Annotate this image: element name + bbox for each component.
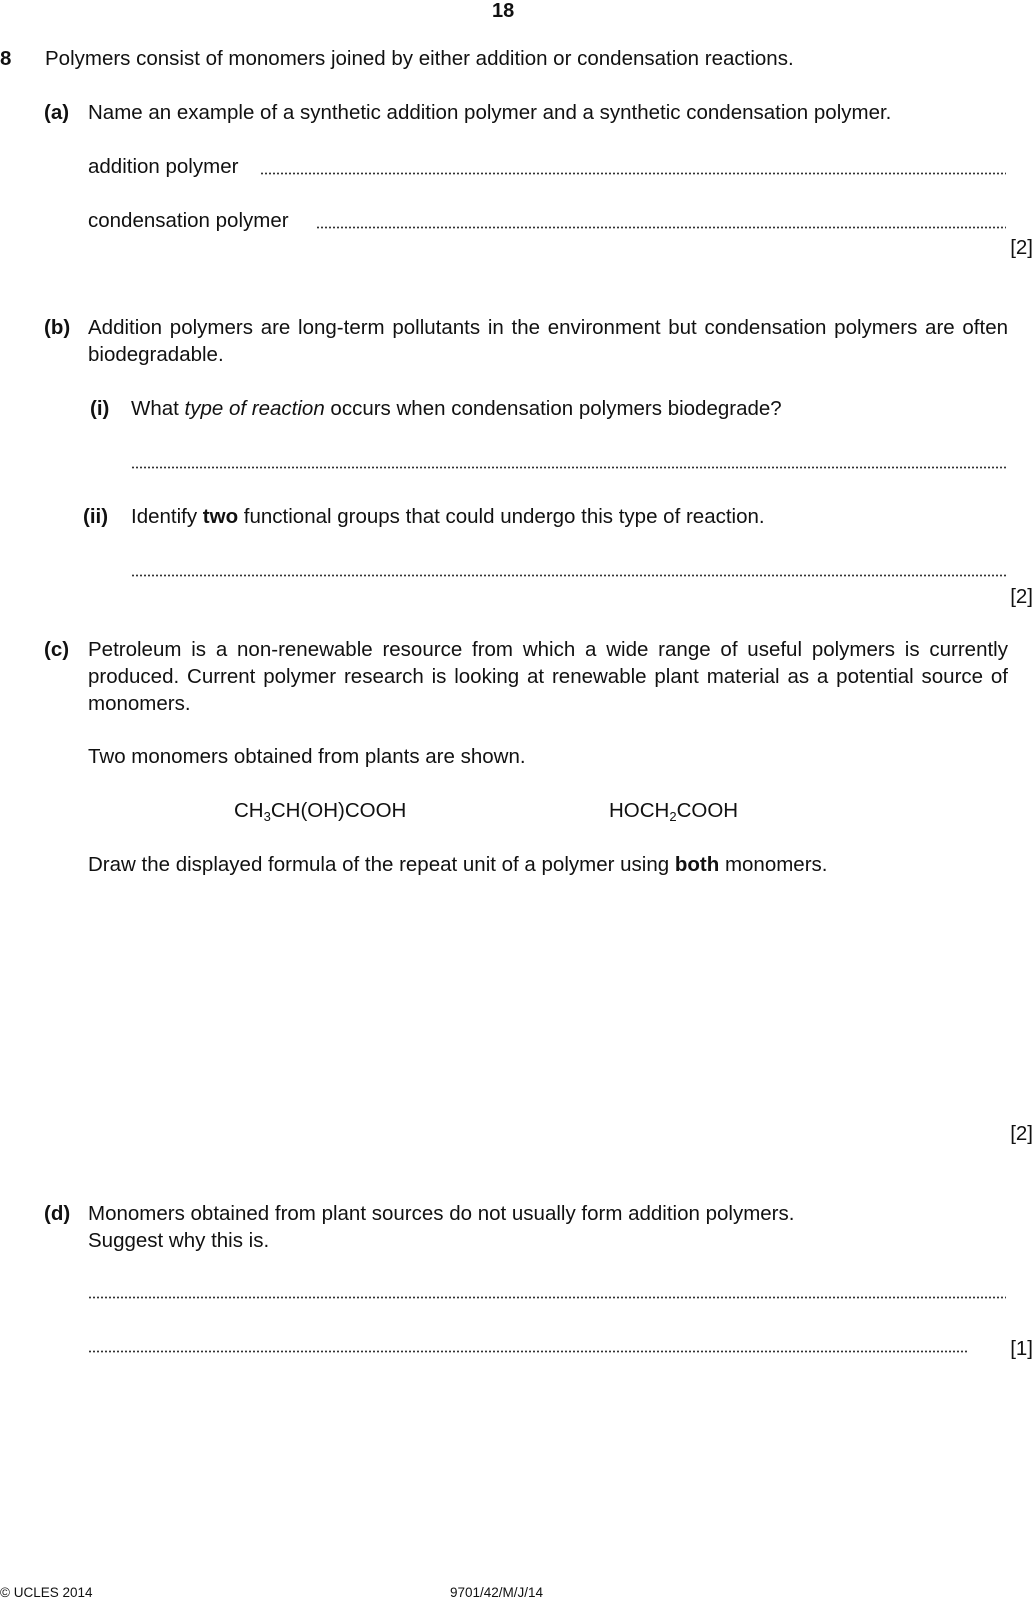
part-a-text: Name an example of a synthetic addition polymer and a synthetic condensation polymer. (88, 101, 892, 124)
addition-polymer-answer-line[interactable] (260, 172, 1006, 175)
part-b-label: (b) (44, 316, 71, 339)
part-b-text: Addition polymers are long-term pollutants in the environment but condensation polymers are often biodegradable. (88, 316, 1008, 366)
monomer-lactic-acid: $CH_3CH(OH)COOH$ (234, 799, 407, 824)
part-b-ii-answer-line[interactable] (131, 574, 1006, 577)
condensation-polymer-label: condensation polymer (88, 209, 289, 232)
part-d-answer-line-2[interactable] (88, 1350, 968, 1353)
part-a-marks: [2] (1010, 236, 1033, 259)
footer-paper-code: 9701/42/M/J/14 (450, 1585, 544, 1600)
part-d-answer-line-1[interactable] (88, 1296, 1006, 1299)
part-a-label: (a) (44, 101, 70, 124)
footer-copyright: © UCLES 2014 (0, 1585, 93, 1600)
drawing-answer-space[interactable] (88, 895, 1006, 1110)
part-b-i-label: (i) (90, 397, 110, 420)
part-c-instruction: Draw the displayed formula of the repeat unit of a polymer using both monomers. (88, 853, 828, 876)
condensation-polymer-answer-line[interactable] (316, 226, 1006, 229)
part-b-i-text: What type of reaction occurs when condensation polymers biodegrade? (131, 397, 782, 420)
part-d-label: (d) (44, 1202, 71, 1225)
page-number: 18 (492, 0, 515, 22)
part-c-text: Petroleum is a non-renewable resource from which a wide range of useful polymers is currently produced. Current polymer research is looking at renewable plant material as a potential source of monomers. (88, 638, 1008, 715)
question-number: 8 (0, 47, 12, 70)
part-b-i-answer-line[interactable] (131, 466, 1006, 469)
part-d-line2: Suggest why this is. (88, 1229, 270, 1252)
part-c-label: (c) (44, 638, 70, 661)
monomer-glycolic-acid: $HOCH_2COOH$ (609, 799, 739, 824)
part-b-ii-label: (ii) (83, 505, 109, 528)
part-b-marks: [2] (1010, 585, 1033, 608)
question-stem: Polymers consist of monomers joined by either addition or condensation reactions. (45, 47, 794, 70)
addition-polymer-label: addition polymer (88, 155, 239, 178)
part-d-line1: Monomers obtained from plant sources do not usually form addition polymers. (88, 1202, 795, 1225)
part-c-shown-text: Two monomers obtained from plants are shown. (88, 745, 526, 768)
part-b-ii-text: Identify two functional groups that could undergo this type of reaction. (131, 505, 765, 528)
part-c-marks: [2] (1010, 1122, 1033, 1145)
part-d-marks: [1] (1010, 1337, 1033, 1360)
